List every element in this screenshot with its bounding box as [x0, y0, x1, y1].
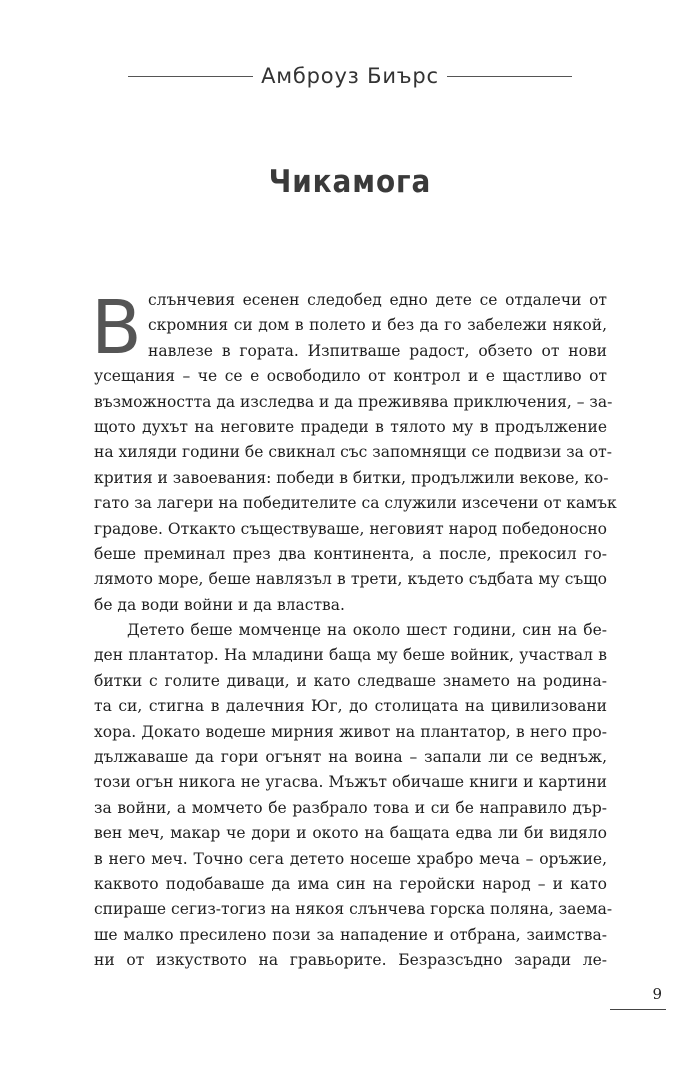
- text-line: вен меч, макар че дори и окото на бащата едва ли би видяло: [94, 824, 607, 843]
- text-line: щото духът на неговите прадеди в тялото му в продължение: [94, 417, 607, 436]
- text-line: градове. Откакто съществуваше, неговият народ победоносно: [94, 519, 607, 538]
- text-line: крития и завоевания: победи в битки, продължили векове, ко-: [94, 468, 609, 487]
- text-line: дължаваше да гори огънят на воина – запали ли се веднъж,: [94, 748, 607, 767]
- text-line: усещания – че се е освободило от контрол и е щастливо от: [94, 367, 607, 386]
- body-text: [91, 285, 617, 974]
- text-line: Детето беше момченце на около шест години, син на бе-: [127, 621, 607, 640]
- drop-cap: В: [91, 285, 142, 371]
- text-line: възможността да изследва и да преживява приключения, – за-: [94, 392, 613, 411]
- text-line: лямото море, беше навлязъл в трети, където съдбата му също: [94, 570, 607, 589]
- text-line: гато за лагери на победителите са служили изсечени от камък: [94, 494, 617, 513]
- running-header: [128, 56, 572, 96]
- paragraph: [94, 288, 617, 618]
- text-line: хора. Докато водеше мирния живот на плантатор, в него про-: [94, 722, 607, 741]
- header-rule-left: [128, 76, 253, 77]
- text-line: навлезе в гората. Изпитваше радост, обзето от нови: [148, 341, 607, 360]
- text-line: на хиляди години бе свикнал със запомнящи се подвизи за от-: [94, 443, 612, 462]
- text-line: слънчевия есенен следобед едно дете се отдалечи от: [148, 291, 607, 309]
- text-line: та си, стигна в далечния Юг, до столицата на цивилизовани: [94, 697, 607, 716]
- header-rule-right: [447, 76, 572, 77]
- text-line: в него меч. Точно сега детето носеше храбро меча – оръжие,: [94, 849, 607, 868]
- chapter-title: Чикамога: [268, 164, 432, 200]
- paragraph: [94, 618, 613, 973]
- text-line: бе да води войни и да властва.: [94, 595, 345, 614]
- text-line: беше преминал през два континента, а после, прекосил го-: [94, 544, 607, 563]
- text-line: битки с голите диваци, и като следваше знамето на родина-: [94, 671, 607, 690]
- text-line: ден плантатор. На младини баща му беше войник, участвал в: [94, 646, 607, 665]
- running-header-author: Амброуз Биърс: [261, 64, 439, 88]
- text-line: спираше сегиз-тогиз на някоя слънчева горска поляна, заема-: [94, 900, 613, 919]
- text-line: ше малко пресилено пози за нападение и отбрана, заимства-: [94, 925, 607, 944]
- text-line: за войни, а момчето бе разбрало това и си бе направило дър-: [94, 798, 607, 817]
- page-number-rule: [610, 1009, 666, 1010]
- text-line: каквото подобаваше да има син на геройски народ – и като: [94, 874, 607, 893]
- page-number: 9: [652, 985, 662, 1003]
- text-line: скромния си дом в полето и без да го забележи някой,: [148, 316, 607, 335]
- text-line: ни от изкуството на гравьорите. Безразсъдно заради ле-: [94, 951, 607, 970]
- text-line: този огън никога не угасва. Мъжът обичаше книги и картини: [94, 773, 607, 792]
